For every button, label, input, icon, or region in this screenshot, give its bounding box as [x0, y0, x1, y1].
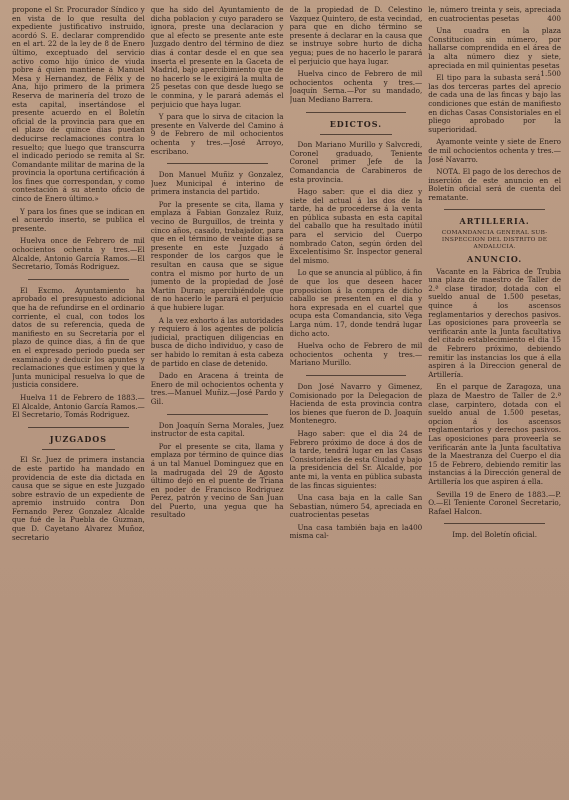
divider — [28, 279, 129, 280]
divider — [306, 112, 407, 113]
divider — [444, 523, 545, 524]
paragraph: Ayamonte veinte y siete de Enero de mil ochocientos ochenta y tres.—José Navarro. — [428, 137, 561, 164]
column-3 — [290, 6, 423, 796]
price-value: 1.500 — [540, 69, 561, 79]
paragraph: Una casa baja en la calle San Sebastian, número 54, apreciada en cuatrocientas pesetas — [289, 493, 423, 520]
paragraph: que ha sido del Ayuntamiento de dicha poblacion y cuyo paradero se ignora, preste una declaracion y que al efecto se presente ante este Juzgado dentro del término de diez dias á contar desde el en que sea inserta el presente en la Gaceta de Madrid, bajo apercibimiento que de no hacerlo se le exigirá la multa de 25 pesetas con que desde luego se le conmina, y le parará además el perjuicio que haya lugar. — [150, 6, 284, 109]
paragraph: Huelva cinco de Febrero de mil ochocientos ochenta y tres.—Joaquín Serna.—Por su mandado, Juan Mediano Barrera. — [289, 69, 423, 104]
paragraph — [428, 6, 561, 23]
column-2 — [151, 6, 284, 796]
section-heading-juzgados: JUZGADOS — [49, 433, 108, 444]
paragraph: Huelva 11 de Febrero de 1883.—El Alcalde, Antonio García Ramos.—El Secretario, Tomás Rodriguez. — [12, 392, 145, 420]
divider — [320, 134, 393, 135]
divider — [306, 375, 407, 376]
paragraph: propone el Sr. Procurador Síndico y en vista de lo que resulta del expediente justificativo instruido, acordó S. E. declarar comprendido en el art. 22 de la ley de 8 de Enero último, exceptuado del servicio activo como hijo único de viuda pobre á quien mantiene á Manuel Mesa y Hernandez, de Félix y de Ana, hijo primero de la primera Reserva de marinería del trozo de esta capital, insertándose el presente acuerdo en el Boletín oficial de la provincia para que en el plazo de quince dias puedan deducirse reclamaciones contra lo resuelto; que luego que transcurra el indicado periodo se remita al Sr. Comandante militar de marina de la provincia la oportuna certificación á los fines que correspondan, y como contestación á su atento oficio de cinco de Enero último.» — [12, 6, 145, 204]
paragraph: Huelva once de Febrero de mil ochocientos ochenta y tres.—El Alcalde, Antonio García Ramos.—El Secretario, Tomás Rodriguez. — [12, 236, 145, 272]
paragraph: de la propiedad de D. Celestino Vazquez Quintero, de esta vecindad, para que en dicho término se presente á declarar en la causa que se instruye sobre hurto de dicha yegua; pues de no hacerlo le parará el perjuicio que haya lugar. — [289, 6, 423, 66]
divider — [167, 163, 268, 164]
divider — [42, 449, 115, 450]
paragraph: Vacante en la Fábrica de Trubia una plaza de maestro de Taller de 2.ª clase tirador, dotada con el sueldo anual de 1.500 pesetas, quince á los ascensos reglamentarios y derechos pasivos. Las oposiciones para proveerla se verificarán ante la Junta facultativa del citado establecimiento el dia 15 de Febrero próximo, debiendo remitir las instancias los que á ella aspiren á la Direccion general de Artillería. — [428, 266, 561, 379]
price-value: 400 — [408, 522, 423, 532]
paragraph: Y para que lo sirva de citacion la presente en Valverde del Camino á 9 de Febrero de mil ochocientos ochenta y tres.—José Arroyo, escribano. — [150, 112, 284, 156]
paragraph: El Sr. Juez de primera instancia de este partido ha mandado en providencia de este dia dictada en causa que se sigue en este Juzgado sobre estravío de un expediente de apremio instruido contra Don Fernando Perez Gonzalez Alcalde que fué de la Puebla de Guzman, que D. Cayetano Alvarez Muñoz, secretario — [12, 455, 145, 542]
printer-credit: Imp. del Boletín oficial. — [452, 530, 538, 540]
column-4 — [428, 6, 561, 796]
paragraph — [428, 26, 561, 79]
paragraph: Hago saber: que el dia 24 de Febrero próximo de doce á dos de la tarde, tendrá lugar en las Casas Consistoriales de esta Ciudad y bajo la presidencia del Sr. Alcalde, por ante mi, la venta en pública subasta de las fincas siguientes: — [289, 428, 423, 490]
section-heading-edictos: EDICTOS. — [329, 118, 383, 129]
column-1 — [12, 6, 145, 796]
paragraph-text: le, número treinta y seis, apreciada en cuatrocientas pesetas — [428, 6, 561, 23]
paragraph: Sevilla 19 de Enero de 1883.—P. O.—El Teniente Coronel Secretario, Rafael Halcon. — [428, 489, 561, 516]
paragraph: Lo que se anuncia al público, á fin de que los que deseen hacer proposicion á la compra de dicho caballo se presenten en el dia y hora expresada en el cuartel que ocupa esta Comandancia, sito Vega Larga núm. 17, donde tendrá lugar dicho acto. — [289, 268, 423, 338]
divider — [167, 414, 268, 415]
section-subheading: COMANDANCIA GENERAL SUB-INSPECCION DEL DISTRITO DE ANDALUCIA. — [441, 230, 548, 251]
paragraph: El tipo para la subasta será las dos terceras partes del aprecio de cada una de las fincas y bajo las condiciones que están de manifiesto en dichas Casas Consistoriales en el pliego aprobado por la superioridad. — [428, 73, 561, 134]
price-value: 400 — [547, 13, 561, 23]
paragraph: En el parque de Zaragoza, una plaza de Maestro de Taller de 2.ª clase, carpintero, dotada con el sueldo anual de 1.500 pesetas, opcion á los ascensos reglamentarios y derechos pasivos. Las oposiciones para proveerla se verificarán ante la Junta facultativa de la Maestranza del Cuerpo el dia 15 de Febrero, debiendo remitir las instancias á la Dirección general de Artillería los que aspiren á ella. — [428, 382, 561, 486]
paragraph: Don Manuel Muñiz y Gonzalez, Juez Municipal é interino de primera instancia del partido. — [150, 170, 284, 197]
paragraph: Don José Navarro y Gimenez, Comisionado por la Delegacion de Hacienda de esta provincia contra los bienes que fueron de D. Joaquín Montenegro. — [289, 381, 423, 426]
paragraph: A la vez exhorto á las autoridades y requiero á los agentes de policía judicial, practiquen diligencias en busca de dicho individuo, y caso de ser habido lo remitan á esta cabeza de partido en clase de detenido. — [150, 315, 284, 368]
divider — [28, 427, 129, 428]
paragraph: Por el presente se cita, llama y emplaza por término de quince dias á un tal Manuel Dominguez que en la madrugada del 29 de Agosto último dejó en el puente de Triana en poder de Francisco Rodriguez Perez, patrón y vecino de San Juan del Puerto, una yegua que ha resultado — [150, 441, 284, 520]
paragraph: Una casa también baja en la misma cal- — [289, 522, 409, 541]
paragraph: El Excmo. Ayuntamiento ha aprobado el presupuesto adicional que ha de refundirse en el ordinario corriente, el cual, con todos los datos de su referencia, queda de manifiesto en su Secretaría por el plazo de quince dias, á fin de que en el expresado periodo pueda ser examinado y deducir los apuntes y reclamaciones que estimen y que la Junta municipal resuelva lo que de justicia considere. — [12, 285, 145, 390]
columns — [12, 6, 561, 796]
section-heading-artilleria: ARTILLERIA. — [459, 216, 530, 227]
paragraph: Huelva ocho de Febrero de mil ochocientos ochenta y tres.—Mariano Murillo. — [289, 341, 423, 368]
note: NOTA. El pago de los derechos de inserción de este anuncio en el Boletín oficial será de cuenta del rematante. — [428, 167, 561, 202]
paragraph: Don Joaquín Serna Morales, Juez instructor de esta capital. — [150, 420, 284, 439]
paragraph: Y para los fines que se indican en el acuerdo inserto, se publica el presente. — [12, 206, 145, 233]
divider — [444, 209, 545, 210]
paragraph: Don Mariano Murillo y Salvcredi, Coronel graduado, Teniente Coronel primer Jefe de la Comandancia de Carabineros de esta provincia. — [289, 140, 423, 184]
paragraph: Hago saber: que el dia diez y siete del actual á las dos de la tarde, ha de procederse á la venta en pública subasta en esta capital del caballo que ha resultado inútil para el servicio del Cuerpo nombrado Caton, según órden del Excelentísimo Sr. Inspector general del mismo. — [289, 187, 423, 265]
paragraph: Por la presente se cita, llama y emplaza á Fabian Gonzalez Ruiz, vecino de Burguillos, de treinta y cinco años, casado, trabajador, para que en el término de veinte dias se presente en este Juzgado á responder de los cargos que le resultan en causa que se sigue contra el mismo por hurto de un jumento de la propiedad de José Martin Duran; apercibiéndole que de no hacerlo le parará el perjuicio á que hubiere lugar. — [150, 199, 284, 312]
anuncio-heading: ANUNCIO. — [467, 254, 523, 265]
paragraph: Dado en Aracena á treinta de Enero de mil ochocientos ochenta y tres.—Manuel Muñiz.—José Pardo y Gil. — [150, 371, 284, 406]
paragraph-text: Una cuadra en la plaza Constitucion sin número, por hallarse comprendida en el área de la alta número diez y siete, apreciada en mil quinientas pesetas — [428, 26, 561, 70]
